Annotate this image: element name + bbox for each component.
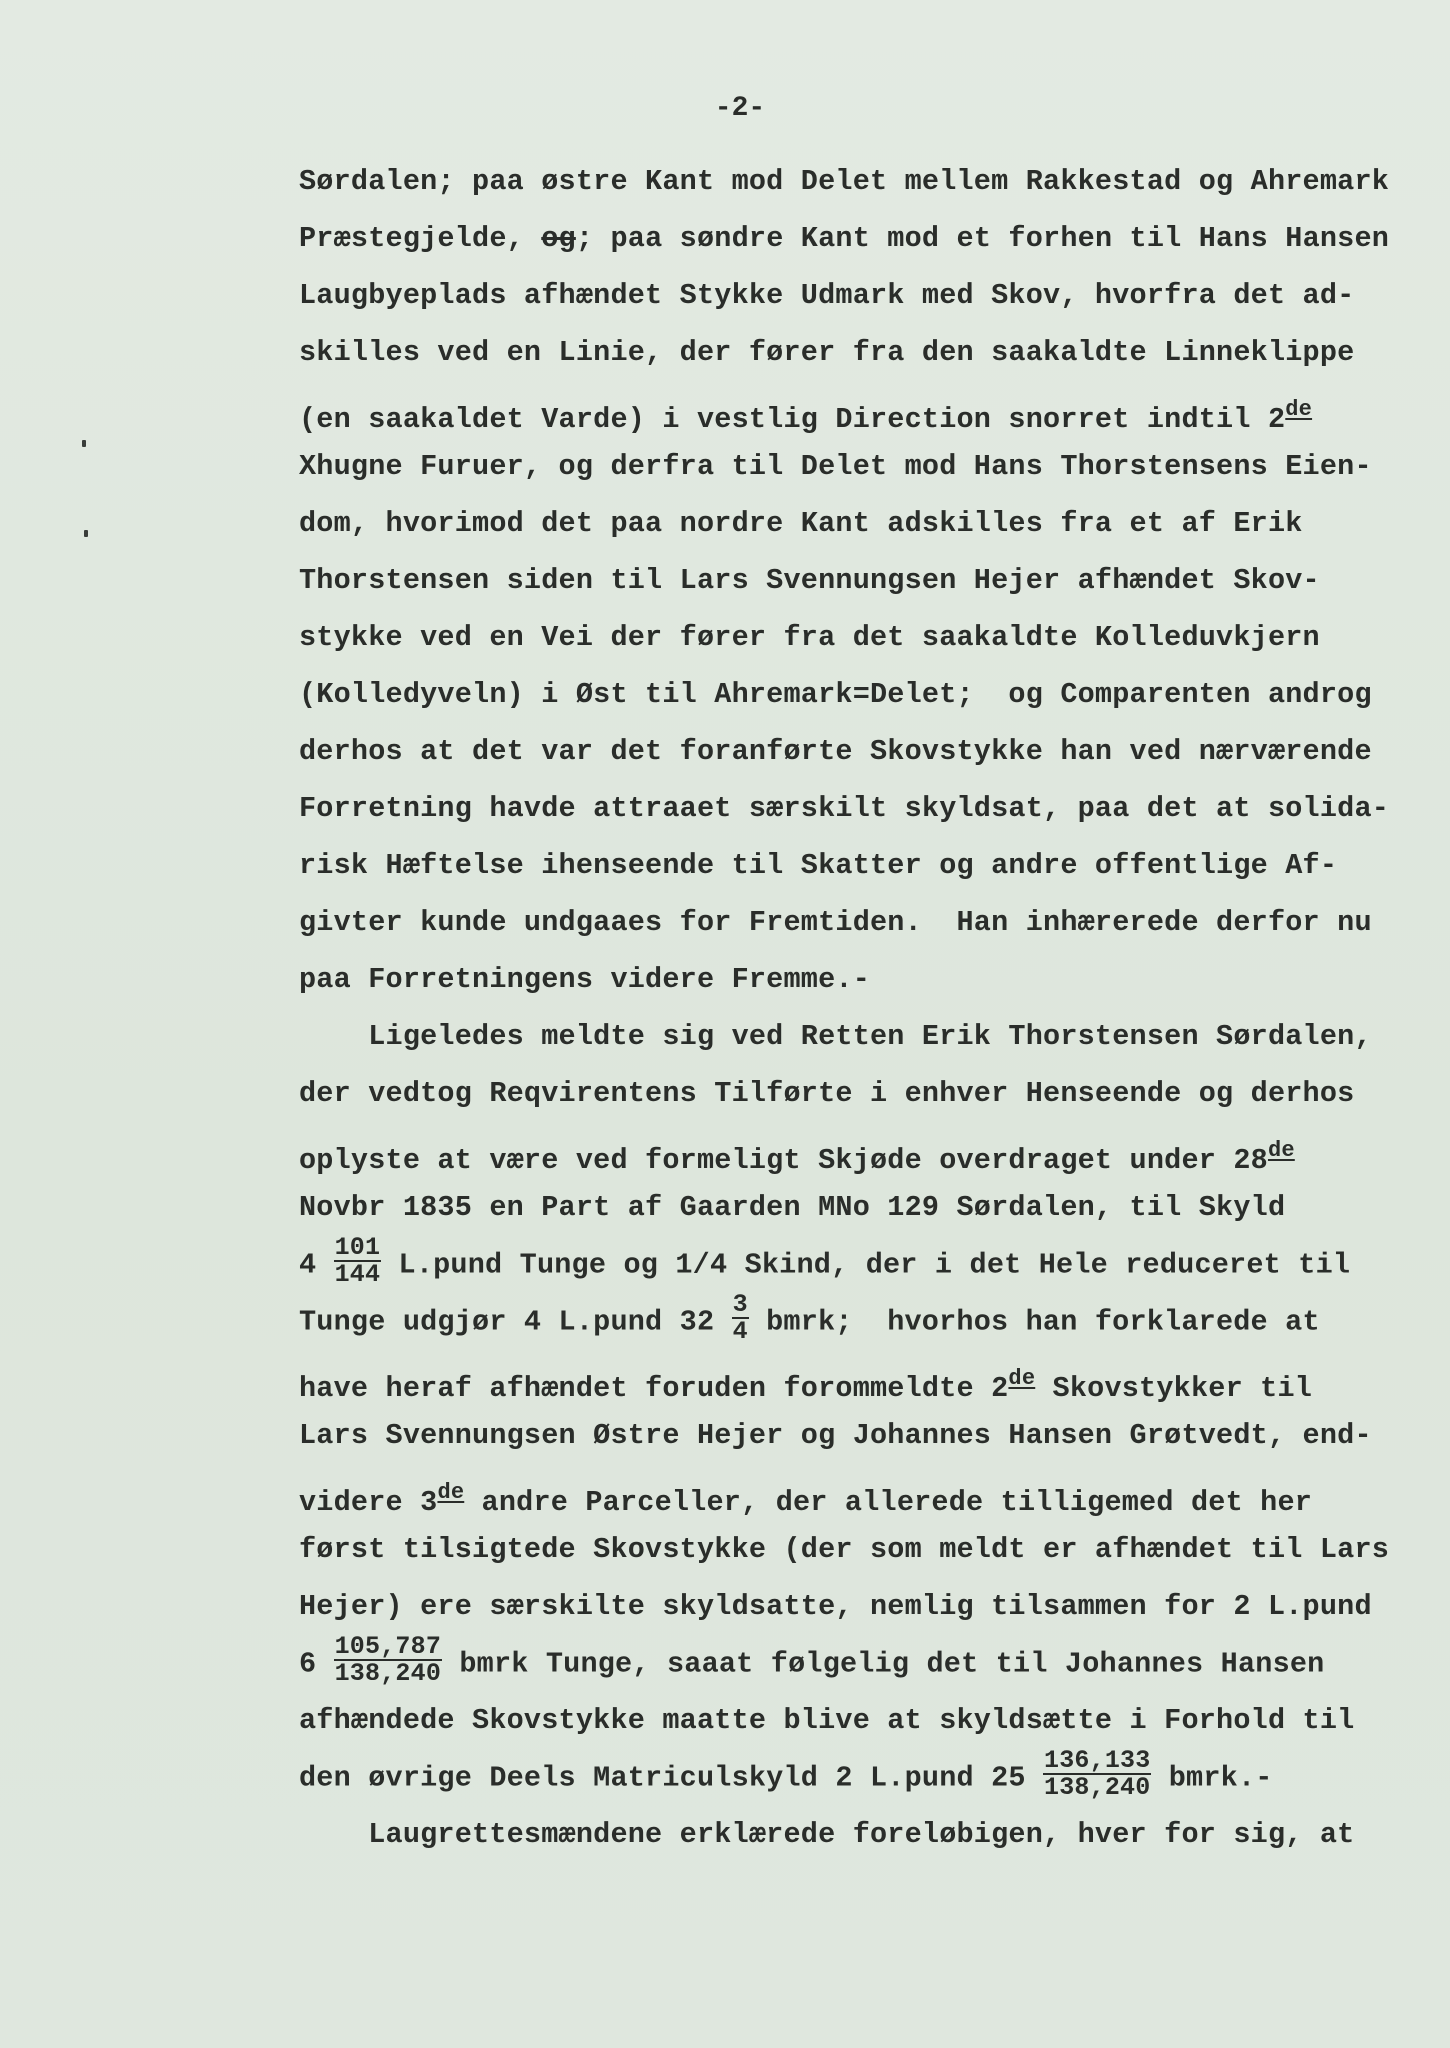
ordinal-superscript: de [437,1480,465,1505]
fraction [1043,1748,1151,1800]
text-run: Præstegjelde, [299,222,542,255]
text-line [299,217,1409,274]
text-run: L.pund Tunge og 1/4 Skind, der i det Hele reduceret til [381,1248,1351,1282]
text-run: Xhugne Furuer, og derfra til Delet mod Hans Thorstensens Eien- [299,450,1372,483]
text-run: 4 [299,1248,334,1282]
fraction [334,1634,442,1686]
fraction-denominator: 144 [334,1260,381,1289]
text-line [299,1813,1409,1870]
text-run: dom, hvorimod det paa nordre Kant adskilles fra et af Erik [299,507,1303,540]
text-run: 6 [299,1647,334,1681]
text-line [299,1528,1409,1585]
text-run: Skovstykker til [1035,1372,1313,1405]
text-line [299,901,1409,958]
text-run: givter kunde undgaaes for Fremtiden. Han inhærerede derfor nu [299,906,1372,939]
fraction-numerator: 105,787 [334,1632,442,1661]
text-run: Ligeledes meldte sig ved Retten Erik Thorstensen Sørdalen, [299,1020,1372,1053]
margin-mark [84,530,88,537]
text-line [299,1233,1409,1300]
text-run: stykke ved en Vei der fører fra det saakaldte Kolleduvkjern [299,621,1320,654]
text-line [299,1357,1409,1414]
struck-word: og [541,222,576,255]
text-run: Thorstensen siden til Lars Svennungsen Hejer afhændet Skov- [299,564,1320,597]
fraction-numerator: 136,133 [1044,1746,1151,1775]
fraction-denominator: 138,240 [334,1659,442,1688]
text-line [299,502,1409,559]
text-run: skilles ved en Linie, der fører fra den saakaldte Linneklippe [299,336,1355,369]
text-run: Laugbyeplads afhændet Stykke Udmark med Skov, hvorfra det ad- [299,279,1355,312]
text-run: Lars Svennungsen Østre Hejer og Johannes Hansen Grøtvedt, end- [299,1419,1372,1452]
fraction-numerator: 3 [732,1290,748,1319]
text-line [299,1414,1409,1471]
text-line [299,673,1409,730]
text-run: den øvrige Deels Matriculskyld 2 L.pund 25 [299,1761,1044,1795]
fraction [732,1292,749,1344]
text-run: først tilsigtede Skovstykke (der som meldt er afhændet til Lars [299,1533,1390,1566]
document-body [299,160,1409,1870]
text-line [299,1129,1409,1186]
page-number: -2- [714,93,766,124]
text-line [299,160,1409,217]
fraction-denominator: 4 [732,1317,748,1346]
text-line [299,1186,1409,1243]
text-line [299,1699,1409,1756]
text-line [299,958,1409,1015]
text-line [299,388,1409,445]
text-line [299,1632,1409,1699]
ordinal-superscript: de [1267,1138,1295,1163]
text-run: (Kolledyveln) i Øst til Ahremark=Delet; og Comparenten androg [299,678,1372,711]
text-line [299,1471,1409,1528]
text-run: videre 3 [299,1486,438,1519]
text-line [299,445,1409,502]
ordinal-superscript: de [1285,397,1313,422]
text-line [299,559,1409,616]
text-run: (en saakaldet Varde) i vestlig Direction snorret indtil 2 [299,403,1286,436]
text-run: afhændede Skovstykke maatte blive at skyldsætte i Forhold til [299,1704,1355,1737]
text-line [299,1585,1409,1642]
text-line [299,331,1409,388]
text-run: bmrk Tunge, saaat følgelig det til Johannes Hansen [442,1647,1325,1681]
text-run: bmrk; hvorhos han forklarede at [748,1305,1320,1339]
text-line [299,844,1409,901]
text-run: Novbr 1835 en Part af Gaarden MNo 129 Sørdalen, til Skyld [299,1191,1286,1224]
ordinal-superscript: de [1008,1366,1036,1391]
text-run: Tunge udgjør 4 L.pund 32 [299,1305,732,1339]
fraction [334,1235,382,1287]
text-run: Hejer) ere særskilte skyldsatte, nemlig tilsammen for 2 L.pund [299,1590,1372,1623]
text-run: oplyste at være ved formeligt Skjøde overdraget under 28 [299,1144,1268,1177]
text-line [299,1746,1409,1813]
text-run: Laugrettesmændene erklærede foreløbigen, hver for sig, at [299,1818,1355,1851]
text-line [299,730,1409,787]
text-run: andre Parceller, der allerede tilligemed det her [464,1486,1313,1519]
text-line [299,1290,1409,1357]
text-run: have heraf afhændet foruden forommeldte 2 [299,1372,1009,1405]
margin-mark [82,440,86,447]
text-line [299,1015,1409,1072]
text-line [299,787,1409,844]
fraction-numerator: 101 [334,1233,381,1262]
text-run: der vedtog Reqvirentens Tilførte i enhver Henseende og derhos [299,1077,1355,1110]
text-line [299,616,1409,673]
text-run: ; paa søndre Kant mod et forhen til Hans Hansen [575,222,1390,255]
text-run: paa Forretningens videre Fremme.- [299,963,870,996]
text-run: bmrk.- [1151,1761,1273,1795]
text-line [299,1072,1409,1129]
text-run: risk Hæftelse ihenseende til Skatter og andre offentlige Af- [299,849,1338,882]
text-run: derhos at det var det foranførte Skovstykke han ved nærværende [299,735,1372,768]
fraction-denominator: 138,240 [1044,1773,1151,1802]
text-run: Forretning havde attraaet særskilt skyldsat, paa det at solida- [299,792,1390,825]
text-line [299,274,1409,331]
text-run: Sørdalen; paa østre Kant mod Delet mellem Rakkestad og Ahremark [299,165,1390,198]
